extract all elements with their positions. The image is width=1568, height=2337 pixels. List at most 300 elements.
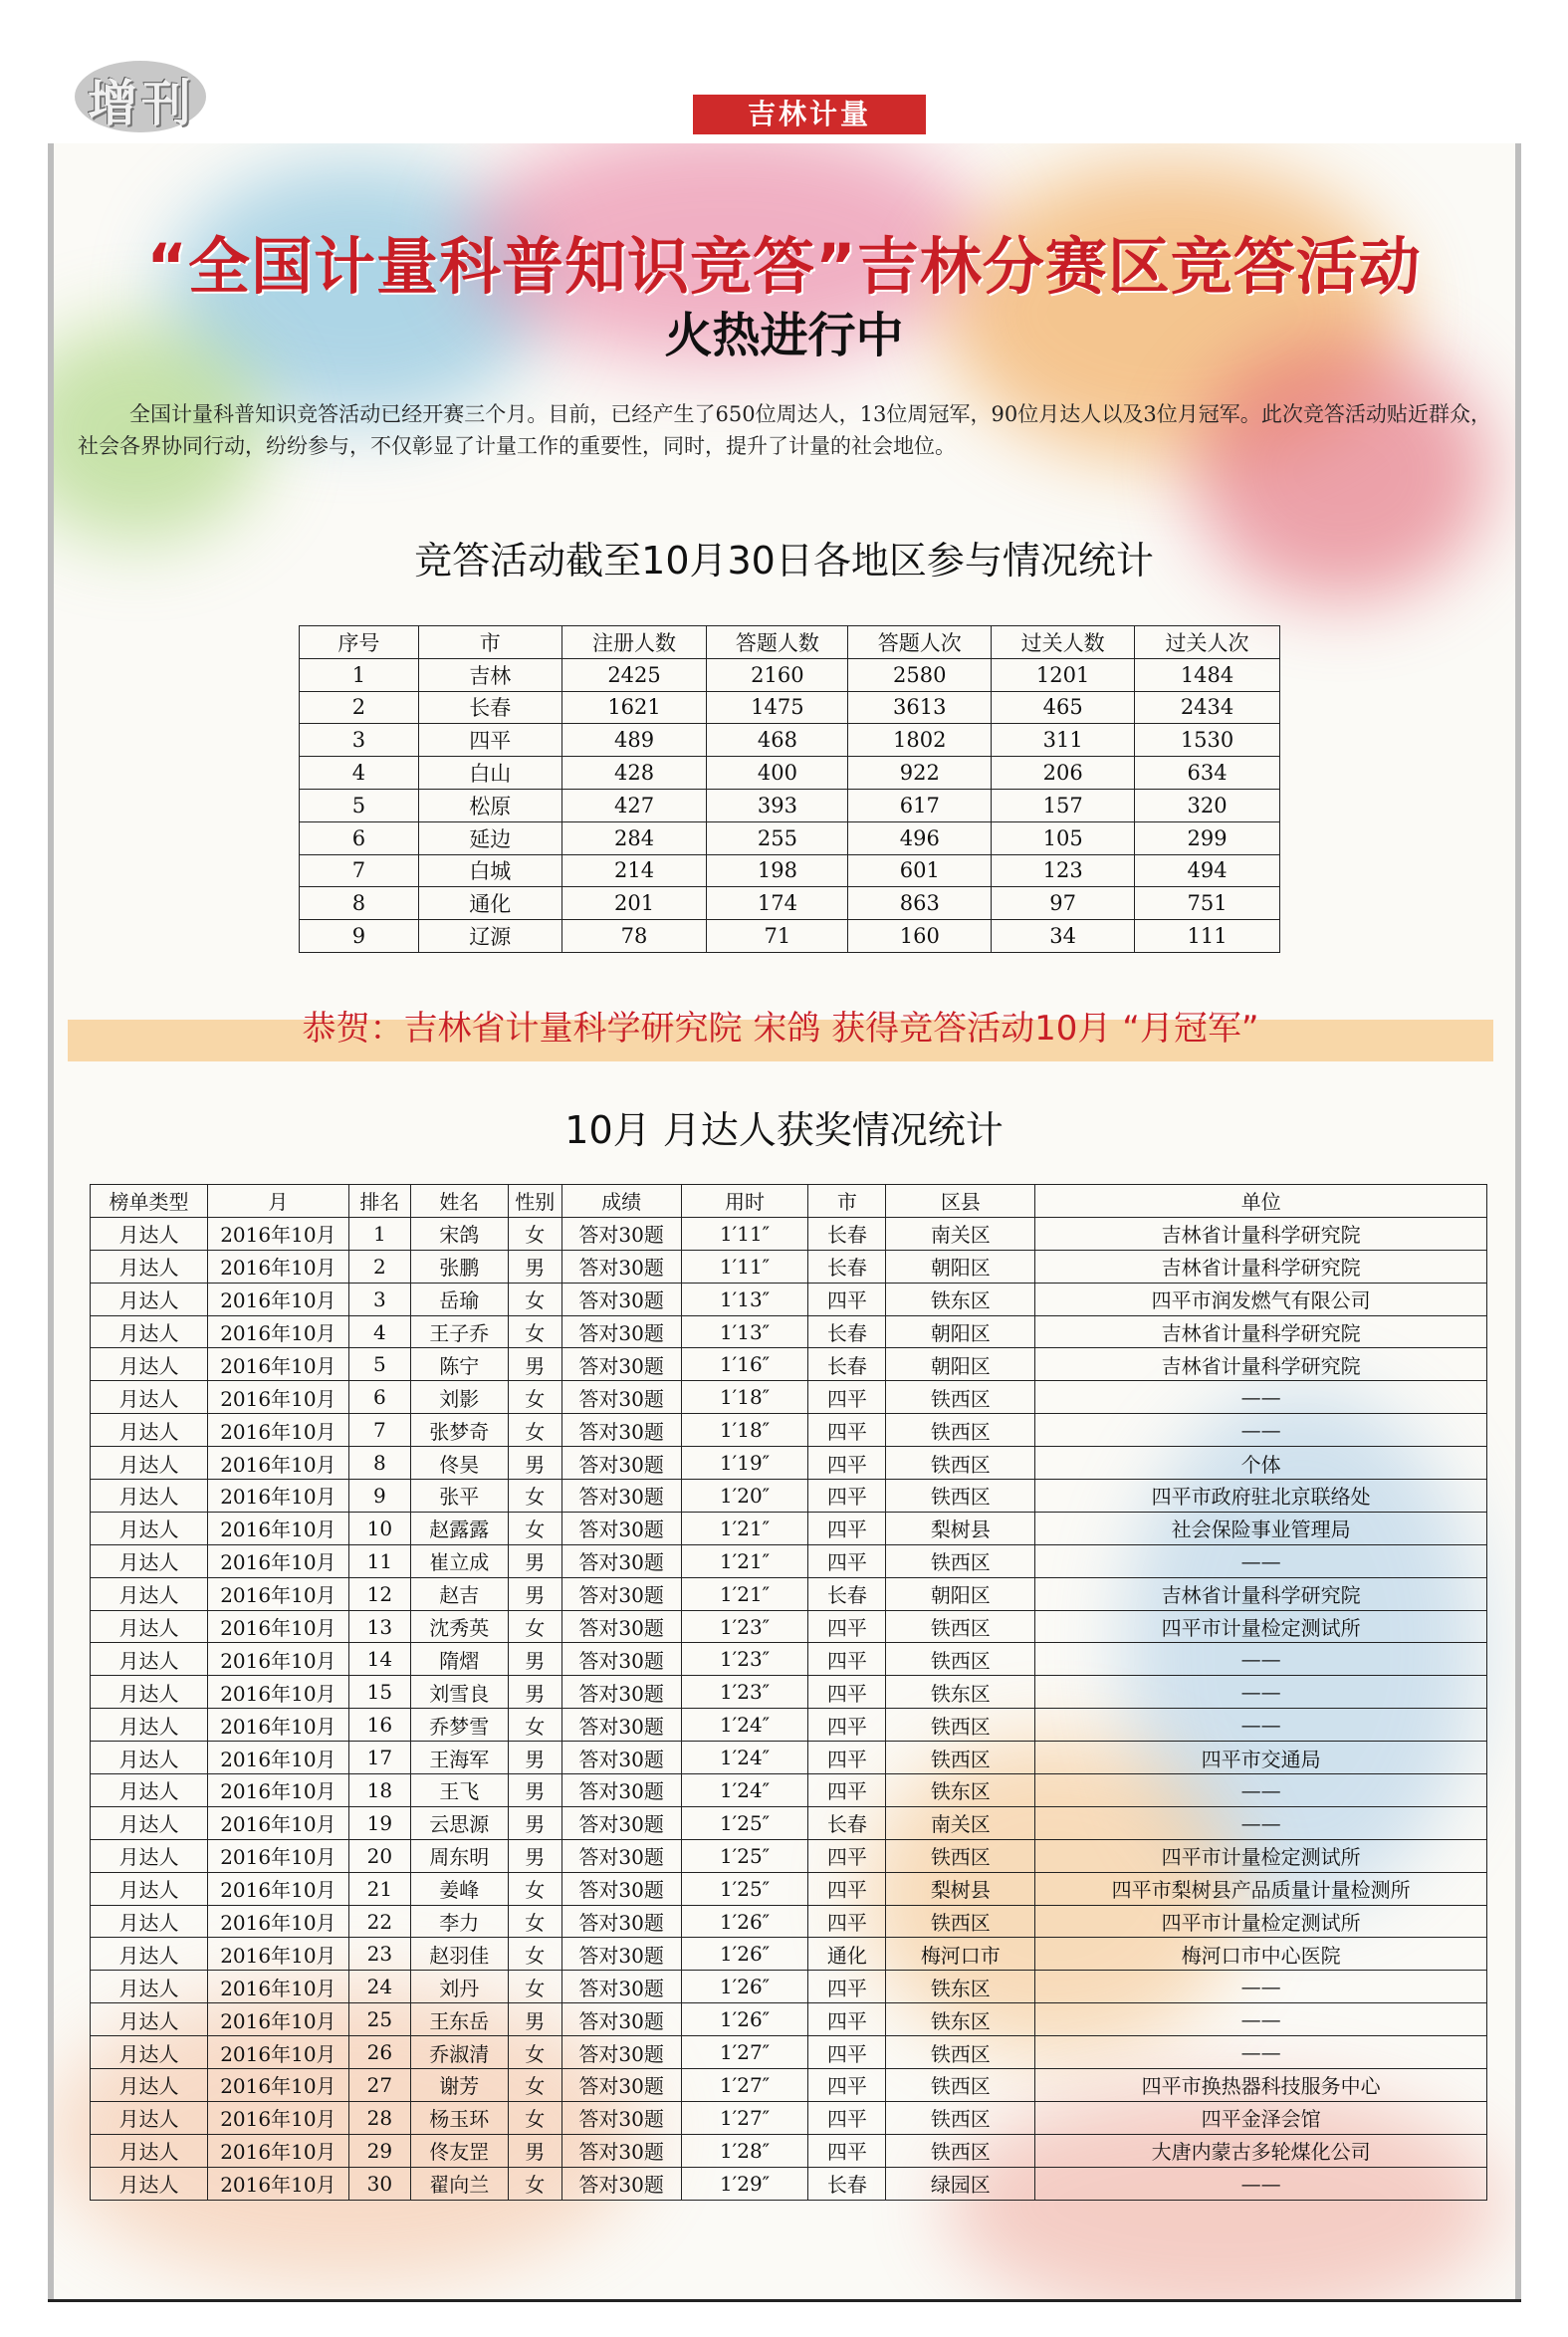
awards-cell: 1′23″	[681, 1676, 808, 1709]
stats-cell: 5	[300, 789, 419, 821]
awards-cell: 沈秀英	[410, 1610, 508, 1643]
awards-cell: 王飞	[410, 1774, 508, 1807]
awards-cell: 四平	[808, 1709, 886, 1742]
awards-cell: 铁东区	[886, 2003, 1035, 2036]
table-row	[300, 691, 1280, 724]
awards-cell: 月达人	[91, 2069, 208, 2102]
awards-cell: 月达人	[91, 2101, 208, 2134]
awards-cell: 男	[508, 1577, 561, 1610]
awards-cell: 佟友罡	[410, 2134, 508, 2167]
awards-cell: 铁西区	[886, 2101, 1035, 2134]
awards-cell: 1′25″	[681, 1806, 808, 1839]
awards-cell: 吉林省计量科学研究院	[1035, 1250, 1487, 1283]
awards-cell: 25	[348, 2003, 410, 2036]
awards-cell: 长春	[808, 2167, 886, 2200]
stats-cell: 通化	[418, 887, 561, 920]
awards-cell: 大唐内蒙古多轮煤化公司	[1035, 2134, 1487, 2167]
awards-cell: 女	[508, 1971, 561, 2003]
stats-cell: 延边	[418, 821, 561, 854]
awards-cell: 16	[348, 1709, 410, 1742]
awards-cell: 答对30题	[561, 1774, 681, 1807]
awards-cell: 吉林省计量科学研究院	[1035, 1577, 1487, 1610]
awards-cell: 4	[348, 1315, 410, 1348]
section-tab: 吉林计量	[693, 95, 926, 134]
awards-cell: 1′11″	[681, 1217, 808, 1250]
awards-cell: 1′27″	[681, 2101, 808, 2134]
awards-cell: 铁东区	[886, 1676, 1035, 1709]
awards-cell: 2016年10月	[207, 1315, 348, 1348]
awards-cell: 1′28″	[681, 2134, 808, 2167]
awards-cell: 女	[508, 1414, 561, 1447]
awards-cell: 月达人	[91, 1971, 208, 2003]
awards-cell: 月达人	[91, 2134, 208, 2167]
awards-column-header: 市	[808, 1185, 886, 1218]
stats-cell: 97	[992, 887, 1135, 920]
awards-cell: 乔梦雪	[410, 1709, 508, 1742]
table-row	[91, 1709, 1487, 1742]
awards-cell: 2016年10月	[207, 1217, 348, 1250]
awards-cell: 1′23″	[681, 1643, 808, 1676]
stats-cell: 3	[300, 724, 419, 757]
awards-cell: 四平	[808, 1905, 886, 1938]
awards-table	[90, 1184, 1487, 2201]
table-row	[91, 1348, 1487, 1381]
awards-column-header: 排名	[348, 1185, 410, 1218]
table-row	[91, 2167, 1487, 2200]
stats-cell: 1530	[1135, 724, 1280, 757]
awards-cell: ——	[1035, 1643, 1487, 1676]
awards-cell: 赵羽佳	[410, 1938, 508, 1971]
awards-cell: 月达人	[91, 2003, 208, 2036]
awards-cell: 答对30题	[561, 1643, 681, 1676]
awards-cell: 铁西区	[886, 1643, 1035, 1676]
table-row	[91, 1414, 1487, 1447]
awards-cell: 1′27″	[681, 2036, 808, 2069]
awards-cell: 月达人	[91, 1283, 208, 1315]
awards-cell: 1′13″	[681, 1283, 808, 1315]
awards-cell: ——	[1035, 1774, 1487, 1807]
supplement-logo: 增刊	[88, 75, 195, 132]
stats-cell: 四平	[418, 724, 561, 757]
awards-cell: 男	[508, 1250, 561, 1283]
awards-cell: 月达人	[91, 2167, 208, 2200]
awards-cell: ——	[1035, 1806, 1487, 1839]
stats-cell: 284	[561, 821, 707, 854]
awards-cell: 2016年10月	[207, 1610, 348, 1643]
awards-cell: 铁西区	[886, 1905, 1035, 1938]
awards-cell: 铁东区	[886, 1774, 1035, 1807]
awards-cell: 答对30题	[561, 1544, 681, 1577]
table-row	[91, 2101, 1487, 2134]
awards-cell: 长春	[808, 1348, 886, 1381]
awards-cell: 男	[508, 1643, 561, 1676]
awards-cell: 2016年10月	[207, 2134, 348, 2167]
awards-cell: 长春	[808, 1250, 886, 1283]
awards-cell: 19	[348, 1806, 410, 1839]
awards-cell: 吉林省计量科学研究院	[1035, 1217, 1487, 1250]
awards-column-header: 区县	[886, 1185, 1035, 1218]
awards-cell: 云思源	[410, 1806, 508, 1839]
stats-column-header: 过关人次	[1135, 626, 1280, 659]
awards-cell: 绿园区	[886, 2167, 1035, 2200]
awards-cell: 女	[508, 1217, 561, 1250]
awards-cell: 梅河口市	[886, 1938, 1035, 1971]
table-row	[91, 1283, 1487, 1315]
table-row	[91, 2134, 1487, 2167]
awards-cell: 月达人	[91, 1938, 208, 1971]
awards-cell: 女	[508, 1283, 561, 1315]
table-row	[91, 1610, 1487, 1643]
awards-cell: 月达人	[91, 1512, 208, 1544]
stats-column-header: 答题人次	[848, 626, 992, 659]
stats-cell: 160	[848, 920, 992, 953]
awards-cell: 2016年10月	[207, 1348, 348, 1381]
awards-cell: 岳瑜	[410, 1283, 508, 1315]
awards-cell: 铁西区	[886, 2134, 1035, 2167]
awards-cell: 月达人	[91, 1610, 208, 1643]
awards-cell: 四平	[808, 2134, 886, 2167]
awards-cell: 铁东区	[886, 1283, 1035, 1315]
congrats-text: 恭贺：吉林省计量科学研究院 宋鸽 获得竞答活动10月 “月冠军”	[302, 1009, 1259, 1049]
awards-cell: 女	[508, 1905, 561, 1938]
awards-cell: 铁西区	[886, 1414, 1035, 1447]
awards-cell: 铁西区	[886, 1709, 1035, 1742]
stats-cell: 255	[707, 821, 848, 854]
awards-cell: 答对30题	[561, 2167, 681, 2200]
awards-cell: 女	[508, 2101, 561, 2134]
awards-cell: 男	[508, 1742, 561, 1774]
awards-cell: 王海军	[410, 1742, 508, 1774]
awards-cell: ——	[1035, 1676, 1487, 1709]
stats-cell: 174	[707, 887, 848, 920]
awards-cell: 男	[508, 1348, 561, 1381]
stats-cell: 6	[300, 821, 419, 854]
awards-cell: 铁西区	[886, 1447, 1035, 1480]
awards-cell: 四平	[808, 1544, 886, 1577]
awards-cell: 答对30题	[561, 1610, 681, 1643]
awards-cell: 2016年10月	[207, 1709, 348, 1742]
awards-cell: 2016年10月	[207, 2003, 348, 2036]
awards-cell: 男	[508, 1774, 561, 1807]
awards-cell: 2016年10月	[207, 1742, 348, 1774]
awards-cell: 四平市政府驻北京联络处	[1035, 1480, 1487, 1513]
table-row	[300, 789, 1280, 821]
table-row	[91, 1447, 1487, 1480]
awards-cell: 刘丹	[410, 1971, 508, 2003]
awards-title: 10月 月达人获奖情况统计	[564, 1108, 1004, 1152]
awards-cell: 四平	[808, 2036, 886, 2069]
awards-cell: 月达人	[91, 1839, 208, 1872]
awards-cell: 女	[508, 1315, 561, 1348]
table-row	[91, 1544, 1487, 1577]
awards-cell: 答对30题	[561, 1315, 681, 1348]
awards-cell: 月达人	[91, 1315, 208, 1348]
page-edge-right	[1515, 143, 1521, 2299]
awards-cell: 个体	[1035, 1447, 1487, 1480]
awards-cell: 1′16″	[681, 1348, 808, 1381]
stats-column-header: 答题人数	[707, 626, 848, 659]
awards-cell: 陈宁	[410, 1348, 508, 1381]
stats-cell: 428	[561, 757, 707, 790]
awards-cell: 月达人	[91, 1872, 208, 1905]
awards-cell: 四平	[808, 1512, 886, 1544]
stats-cell: 3613	[848, 691, 992, 724]
awards-cell: 答对30题	[561, 1806, 681, 1839]
awards-cell: 月达人	[91, 1348, 208, 1381]
awards-cell: 乔淑清	[410, 2036, 508, 2069]
awards-column-header: 姓名	[410, 1185, 508, 1218]
awards-cell: 2016年10月	[207, 1283, 348, 1315]
awards-cell: 男	[508, 2003, 561, 2036]
awards-cell: 月达人	[91, 1905, 208, 1938]
awards-cell: 26	[348, 2036, 410, 2069]
awards-cell: 2016年10月	[207, 1414, 348, 1447]
awards-cell: 朝阳区	[886, 1250, 1035, 1283]
awards-cell: 梨树县	[886, 1512, 1035, 1544]
awards-column-header: 性别	[508, 1185, 561, 1218]
awards-cell: 男	[508, 2134, 561, 2167]
awards-cell: 月达人	[91, 1414, 208, 1447]
awards-cell: 1′19″	[681, 1447, 808, 1480]
awards-cell: 18	[348, 1774, 410, 1807]
awards-cell: 铁西区	[886, 2069, 1035, 2102]
page-title: “全国计量科普知识竞答”吉林分赛区竞答活动	[146, 230, 1422, 303]
awards-cell: 12	[348, 1577, 410, 1610]
awards-cell: 社会保险事业管理局	[1035, 1512, 1487, 1544]
awards-cell: 2016年10月	[207, 1480, 348, 1513]
awards-cell: 答对30题	[561, 1872, 681, 1905]
awards-column-header: 榜单类型	[91, 1185, 208, 1218]
awards-cell: 四平	[808, 1872, 886, 1905]
awards-cell: 女	[508, 1938, 561, 1971]
stats-body	[300, 658, 1280, 952]
awards-cell: 2016年10月	[207, 1806, 348, 1839]
awards-cell: 梅河口市中心医院	[1035, 1938, 1487, 1971]
awards-cell: 2016年10月	[207, 1872, 348, 1905]
table-row	[91, 2003, 1487, 2036]
awards-cell: 四平市计量检定测试所	[1035, 1610, 1487, 1643]
awards-cell: 答对30题	[561, 2101, 681, 2134]
awards-cell: 20	[348, 1839, 410, 1872]
stats-cell: 751	[1135, 887, 1280, 920]
awards-cell: ——	[1035, 2003, 1487, 2036]
awards-cell: 2016年10月	[207, 1774, 348, 1807]
stats-cell: 1484	[1135, 658, 1280, 691]
stats-title: 竞答活动截至10月30日各地区参与情况统计	[414, 539, 1154, 583]
awards-cell: 月达人	[91, 2036, 208, 2069]
awards-cell: 2016年10月	[207, 1971, 348, 2003]
stats-cell: 634	[1135, 757, 1280, 790]
awards-cell: 谢芳	[410, 2069, 508, 2102]
awards-cell: 铁西区	[886, 1480, 1035, 1513]
table-row	[300, 821, 1280, 854]
stats-cell: 吉林	[418, 658, 561, 691]
awards-cell: 四平金泽会馆	[1035, 2101, 1487, 2134]
table-row	[91, 1742, 1487, 1774]
table-row	[91, 1643, 1487, 1676]
table-row	[91, 2036, 1487, 2069]
awards-cell: 13	[348, 1610, 410, 1643]
stats-column-header: 市	[418, 626, 561, 659]
awards-cell: 2016年10月	[207, 2101, 348, 2134]
awards-cell: 30	[348, 2167, 410, 2200]
awards-cell: 翟向兰	[410, 2167, 508, 2200]
stats-cell: 7	[300, 854, 419, 887]
awards-cell: 5	[348, 1348, 410, 1381]
awards-cell: 1′24″	[681, 1774, 808, 1807]
awards-cell: 四平	[808, 2069, 886, 2102]
awards-cell: 女	[508, 2036, 561, 2069]
awards-cell: 2	[348, 1250, 410, 1283]
awards-cell: 赵露露	[410, 1512, 508, 1544]
awards-column-header: 单位	[1035, 1185, 1487, 1218]
awards-cell: 四平市计量检定测试所	[1035, 1839, 1487, 1872]
awards-cell: 21	[348, 1872, 410, 1905]
awards-cell: 答对30题	[561, 1676, 681, 1709]
stats-cell: 922	[848, 757, 992, 790]
awards-cell: 吉林省计量科学研究院	[1035, 1315, 1487, 1348]
awards-cell: 1′26″	[681, 1938, 808, 1971]
table-row	[91, 1315, 1487, 1348]
awards-cell: 宋鸽	[410, 1217, 508, 1250]
awards-cell: 月达人	[91, 1381, 208, 1414]
awards-cell: 1′21″	[681, 1512, 808, 1544]
stats-cell: 123	[992, 854, 1135, 887]
awards-cell: 1′24″	[681, 1742, 808, 1774]
awards-cell: 28	[348, 2101, 410, 2134]
stats-cell: 427	[561, 789, 707, 821]
awards-cell: 1′25″	[681, 1872, 808, 1905]
awards-cell: 男	[508, 1544, 561, 1577]
awards-cell: 月达人	[91, 1447, 208, 1480]
awards-cell: 吉林省计量科学研究院	[1035, 1348, 1487, 1381]
awards-cell: 女	[508, 1480, 561, 1513]
awards-cell: 1	[348, 1217, 410, 1250]
awards-cell: 2016年10月	[207, 1643, 348, 1676]
awards-cell: 长春	[808, 1217, 886, 1250]
table-row	[300, 757, 1280, 790]
stats-cell: 2	[300, 691, 419, 724]
awards-cell: 朝阳区	[886, 1315, 1035, 1348]
awards-cell: 8	[348, 1447, 410, 1480]
stats-cell: 71	[707, 920, 848, 953]
awards-cell: 女	[508, 1709, 561, 1742]
awards-cell: 四平	[808, 2101, 886, 2134]
table-row	[91, 1839, 1487, 1872]
awards-cell: 刘雪良	[410, 1676, 508, 1709]
awards-cell: 通化	[808, 1938, 886, 1971]
awards-cell: 月达人	[91, 1544, 208, 1577]
table-row	[91, 1577, 1487, 1610]
awards-cell: 月达人	[91, 1217, 208, 1250]
stats-cell: 465	[992, 691, 1135, 724]
stats-cell: 157	[992, 789, 1135, 821]
awards-cell: 9	[348, 1480, 410, 1513]
awards-cell: 月达人	[91, 1806, 208, 1839]
awards-cell: 四平市计量检定测试所	[1035, 1905, 1487, 1938]
table-row	[91, 1774, 1487, 1807]
awards-cell: 李力	[410, 1905, 508, 1938]
stats-column-header: 过关人数	[992, 626, 1135, 659]
awards-cell: 王子乔	[410, 1315, 508, 1348]
awards-cell: 月达人	[91, 1742, 208, 1774]
awards-cell: 15	[348, 1676, 410, 1709]
stats-header-row	[300, 626, 1280, 659]
awards-cell: 铁西区	[886, 1742, 1035, 1774]
awards-cell: ——	[1035, 2036, 1487, 2069]
stats-cell: 214	[561, 854, 707, 887]
stats-cell: 2580	[848, 658, 992, 691]
awards-cell: 1′18″	[681, 1414, 808, 1447]
awards-cell: 男	[508, 1806, 561, 1839]
stats-cell: 1621	[561, 691, 707, 724]
table-row	[300, 854, 1280, 887]
bottom-rule	[48, 2299, 1521, 2302]
stats-cell: 311	[992, 724, 1135, 757]
awards-cell: 姜峰	[410, 1872, 508, 1905]
awards-cell: 答对30题	[561, 1414, 681, 1447]
awards-cell: 四平	[808, 1381, 886, 1414]
stats-cell: 393	[707, 789, 848, 821]
awards-cell: 四平市换热器科技服务中心	[1035, 2069, 1487, 2102]
table-row	[300, 658, 1280, 691]
awards-cell: 1′27″	[681, 2069, 808, 2102]
awards-cell: 四平	[808, 1774, 886, 1807]
awards-cell: 女	[508, 1872, 561, 1905]
awards-cell: 杨玉环	[410, 2101, 508, 2134]
awards-cell: 2016年10月	[207, 1250, 348, 1283]
awards-cell: 铁西区	[886, 2036, 1035, 2069]
awards-cell: ——	[1035, 1971, 1487, 2003]
stats-cell: 201	[561, 887, 707, 920]
awards-cell: 朝阳区	[886, 1348, 1035, 1381]
awards-cell: 6	[348, 1381, 410, 1414]
awards-column-header: 成绩	[561, 1185, 681, 1218]
awards-cell: 佟昊	[410, 1447, 508, 1480]
awards-cell: ——	[1035, 1544, 1487, 1577]
awards-cell: 刘影	[410, 1381, 508, 1414]
awards-cell: 四平市润发燃气有限公司	[1035, 1283, 1487, 1315]
page-edge-left	[48, 143, 54, 2299]
awards-cell: 女	[508, 1512, 561, 1544]
awards-cell: 2016年10月	[207, 1905, 348, 1938]
awards-cell: 南关区	[886, 1806, 1035, 1839]
stats-cell: 320	[1135, 789, 1280, 821]
awards-cell: ——	[1035, 1414, 1487, 1447]
awards-cell: 长春	[808, 1577, 886, 1610]
awards-cell: 赵吉	[410, 1577, 508, 1610]
awards-cell: 四平	[808, 1283, 886, 1315]
awards-column-header: 用时	[681, 1185, 808, 1218]
awards-cell: 27	[348, 2069, 410, 2102]
awards-cell: 答对30题	[561, 1348, 681, 1381]
stats-table	[299, 625, 1280, 953]
awards-cell: 张梦奇	[410, 1414, 508, 1447]
awards-cell: 男	[508, 1447, 561, 1480]
awards-cell: 2016年10月	[207, 1577, 348, 1610]
stats-cell: 601	[848, 854, 992, 887]
awards-cell: 11	[348, 1544, 410, 1577]
stats-cell: 206	[992, 757, 1135, 790]
awards-cell: 隋熠	[410, 1643, 508, 1676]
awards-cell: 2016年10月	[207, 1938, 348, 1971]
stats-cell: 长春	[418, 691, 561, 724]
awards-cell: 答对30题	[561, 2069, 681, 2102]
awards-cell: 四平	[808, 1839, 886, 1872]
table-row	[91, 1381, 1487, 1414]
table-row	[91, 1676, 1487, 1709]
awards-cell: 答对30题	[561, 1512, 681, 1544]
